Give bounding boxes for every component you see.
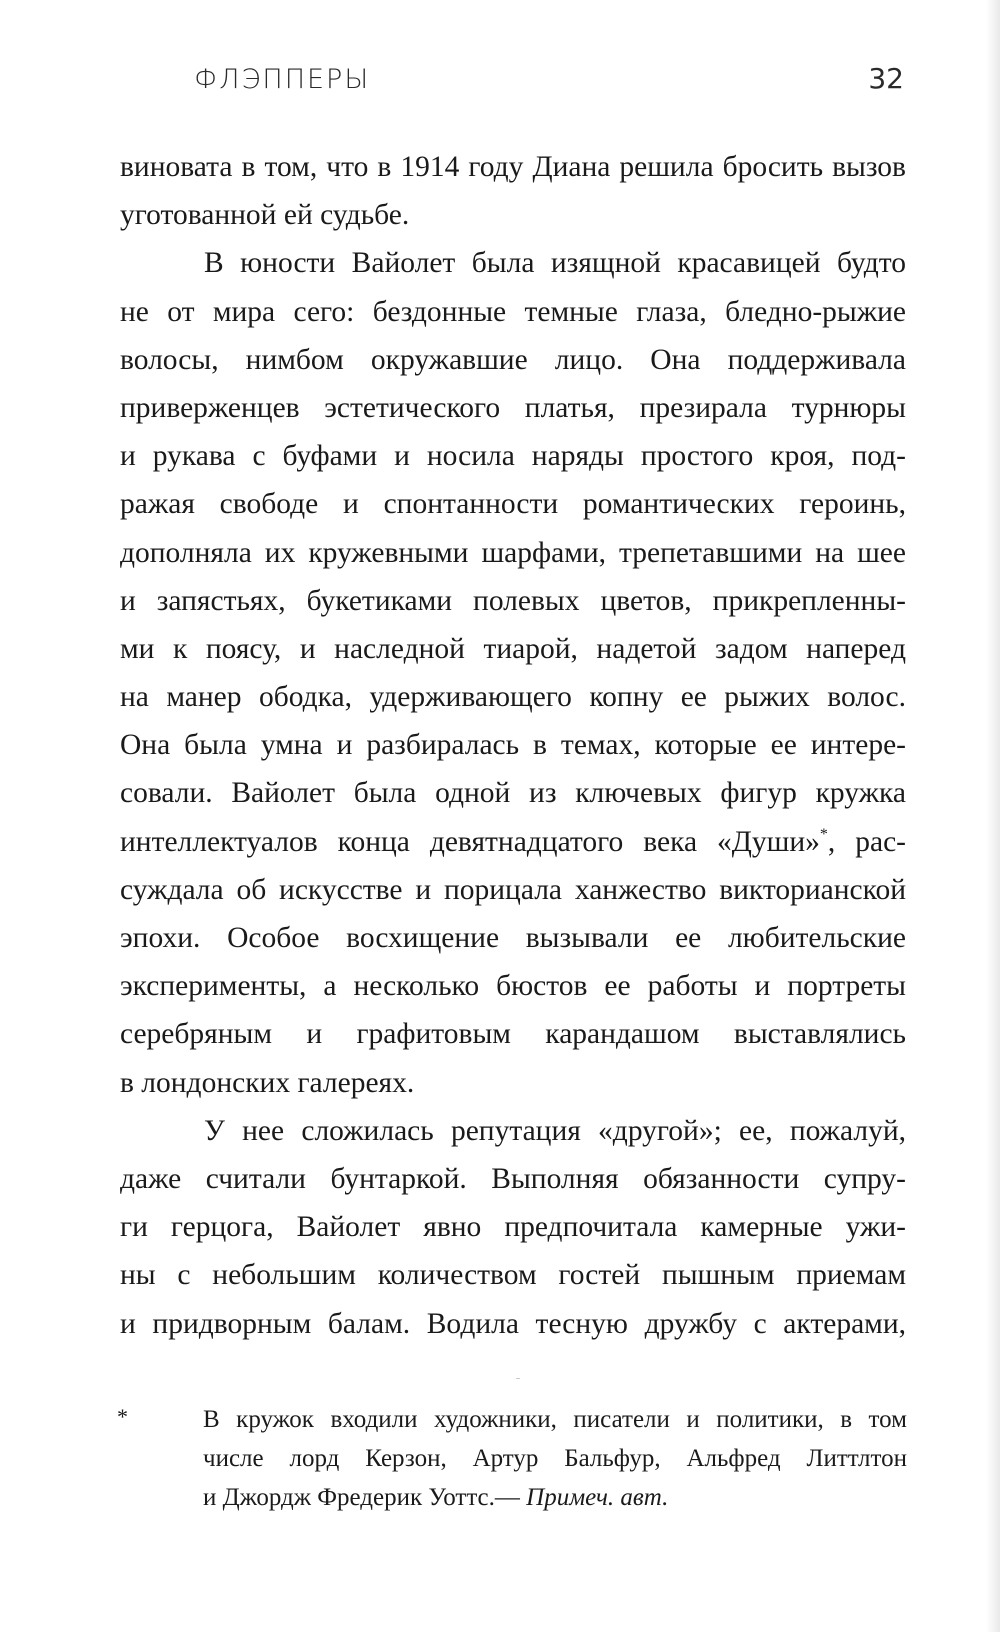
footnote-text: и Джордж Фредерик Уоттс.—: [203, 1484, 527, 1511]
text-line: Она была умна и разбиралась в темах, которые ее интере-: [120, 729, 906, 762]
footnote-line: В кружок входили художники, писатели и политики, в том: [203, 1406, 907, 1433]
footnote-separator: [516, 1378, 520, 1379]
text-line: ги герцога, Вайолет явно предпочитала камерные ужи-: [120, 1211, 906, 1244]
text-line-with-footnote-ref: [120, 818, 906, 866]
footnote-line: числе лорд Керзон, Артур Бальфур, Альфред Литтлтон: [203, 1445, 907, 1472]
text-line: и придворным балам. Водила тесную дружбу с актерами,: [120, 1307, 906, 1340]
page-edge-shadow: [986, 0, 1000, 1632]
text-segment: , рас-: [827, 825, 906, 858]
text-line: не от мира сего: бездонные темные глаза, бледно-рыжие: [120, 295, 906, 328]
text-line: уготованной ей судьбе.: [120, 199, 410, 232]
running-title: ФЛЭППЕРЫ: [194, 64, 371, 95]
text-line: эксперименты, а несколько бюстов ее работы и портреты: [120, 970, 906, 1003]
text-line: серебряным и графитовым карандашом выставлялись: [120, 1018, 906, 1051]
text-line: совали. Вайолет была одной из ключевых фигур кружка: [120, 777, 906, 810]
text-line: В юности Вайолет была изящной красавицей будто: [204, 247, 906, 280]
text-line: в лондонских галереях.: [120, 1066, 415, 1099]
text-line: ражая свободе и спонтанности романтических героинь,: [120, 488, 906, 521]
text-segment: интеллектуалов конца девятнадцатого века «Души»: [120, 825, 820, 858]
text-line: и запястьях, букетиками полевых цветов, прикрепленны-: [120, 584, 906, 617]
footnote-marker: *: [117, 1404, 128, 1429]
main-text: [120, 143, 906, 1348]
text-line: эпохи. Особое восхищение вызывали ее любительские: [120, 922, 906, 954]
footnote: [203, 1400, 907, 1517]
text-line: суждала об искусстве и порицала ханжество викторианской: [120, 873, 906, 906]
text-line: ны с небольшим количеством гостей пышным приемам: [120, 1259, 906, 1292]
footnote-line: [203, 1478, 907, 1517]
text-line: У нее сложилась репутация «другой»; ее, пожалуй,: [204, 1114, 906, 1147]
text-line: даже считали бунтаркой. Выполняя обязанности супру-: [120, 1162, 906, 1195]
text-line: дополняла их кружевными шарфами, трепетавшими на шее: [120, 536, 906, 569]
text-line: виновата в том, что в 1914 году Диана решила бросить вызов: [120, 151, 906, 183]
text-line: волосы, нимбом окружавшие лицо. Она поддерживала: [120, 343, 906, 376]
text-line: приверженцев эстетического платья, презирала турнюры: [120, 391, 906, 424]
text-line: на манер ободка, удерживающего копну ее рыжих волос.: [120, 681, 906, 714]
author-note: Примеч. авт.: [526, 1484, 669, 1511]
text-line: и рукава с буфами и носила наряды простого кроя, под-: [120, 440, 906, 473]
text-line: ми к поясу, и наследной тиарой, надетой задом наперед: [120, 632, 906, 665]
page-number: 32: [868, 62, 904, 95]
footnote-reference: *: [819, 825, 828, 843]
